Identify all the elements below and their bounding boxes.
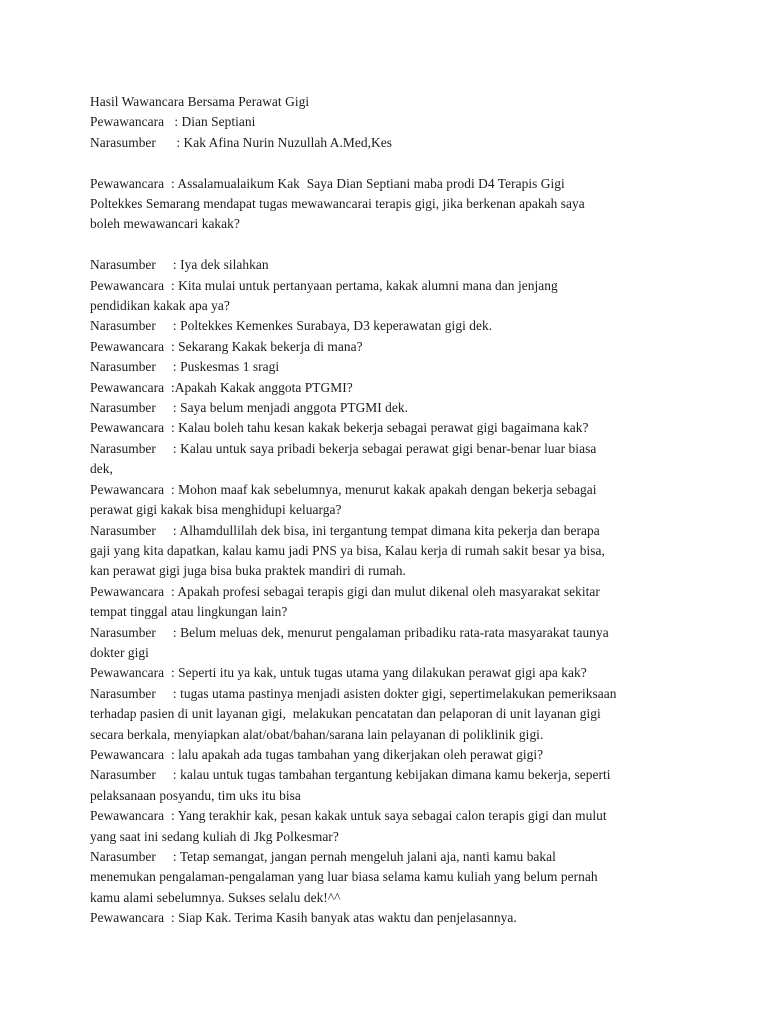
text-line: Narasumber : Kalau untuk saya pribadi bekerja sebagai perawat gigi benar-benar luar biasa [90, 440, 597, 456]
text-line: perawat gigi kakak bisa menghidupi keluarga? [90, 502, 342, 518]
text-line: Pewawancara : Apakah profesi sebagai terapis gigi dan mulut dikenal oleh masyarakat sekitar [90, 583, 600, 599]
text-line: Narasumber : Alhamdullilah dek bisa, ini tergantung tempat dimana kita pekerja dan berapa [90, 522, 600, 538]
text-line: tempat tinggal atau lingkungan lain? [90, 604, 288, 620]
text-line: kamu alami sebelumnya. Sukses selalu dek!^^ [90, 889, 341, 905]
text-line: menemukan pengalaman-pengalaman yang luar biasa selama kamu kuliah yang belum pernah [90, 869, 598, 885]
text-line: gaji yang kita dapatkan, kalau kamu jadi PNS ya bisa, Kalau kerja di rumah sakit besar ya bisa, [90, 542, 605, 558]
text-line: Narasumber : Saya belum menjadi anggota PTGMI dek. [90, 400, 409, 416]
text-line: dek, [90, 461, 113, 477]
text-line: Narasumber : Puskesmas 1 sragi [90, 359, 280, 375]
text-line: dokter gigi [90, 644, 149, 660]
text-line: pendidikan kakak apa ya? [90, 298, 230, 314]
text-line: Pewawancara : Yang terakhir kak, pesan kakak untuk saya sebagai calon terapis gigi dan mulut [90, 808, 607, 824]
text-line: kan perawat gigi juga bisa buka praktek mandiri di rumah. [90, 563, 406, 579]
text-line: terhadap pasien di unit layanan gigi, melakukan pencatatan dan pelaporan di unit layanan gigi [90, 706, 601, 722]
text-line: Narasumber : Iya dek silahkan [90, 257, 269, 273]
interviewer-line: Pewawancara : Dian Septiani [90, 114, 256, 130]
text-line: Pewawancara : Seperti itu ya kak, untuk tugas utama yang dilakukan perawat gigi apa kak? [90, 665, 587, 681]
spacer [90, 235, 680, 255]
text-line: Narasumber : tugas utama pastinya menjadi asisten dokter gigi, sepertimelakukan pemeriksaan [90, 685, 617, 701]
text-line: Narasumber : Belum meluas dek, menurut pengalaman pribadiku rata-rata masyarakat taunya [90, 624, 609, 640]
text-line: yang saat ini sedang kuliah di Jkg Polkesmar? [90, 828, 339, 844]
spacer [90, 153, 680, 173]
text-line: pelaksanaan posyandu, tim uks itu bisa [90, 787, 301, 803]
intro-paragraph [90, 174, 680, 235]
text-line: Pewawancara : Assalamualaikum Kak Saya Dian Septiani maba prodi D4 Terapis Gigi [90, 175, 565, 191]
interview-body [90, 255, 680, 928]
text-line: Pewawancara : Kita mulai untuk pertanyaan pertama, kakak alumni mana dan jenjang [90, 277, 558, 293]
text-line: Pewawancara : Mohon maaf kak sebelumnya, menurut kakak apakah dengan bekerja sebagai [90, 481, 597, 497]
text-line: secara berkala, menyiapkan alat/obat/bahan/sarana lain pelayanan di poliklinik gigi. [90, 726, 544, 742]
document-page [90, 92, 680, 929]
text-line: Poltekkes Semarang mendapat tugas mewawancarai terapis gigi, jika berkenan apakah saya [90, 196, 585, 212]
document-title: Hasil Wawancara Bersama Perawat Gigi [90, 94, 310, 109]
interviewee-line: Narasumber : Kak Afina Nurin Nuzullah A.Med,Kes [90, 134, 392, 150]
text-line: Narasumber : kalau untuk tugas tambahan tergantung kebijakan dimana kamu bekerja, seperti [90, 767, 611, 783]
text-line: boleh mewawancari kakak? [90, 216, 240, 232]
text-line: Narasumber : Poltekkes Kemenkes Surabaya, D3 keperawatan gigi dek. [90, 318, 493, 334]
text-line: Pewawancara : Sekarang Kakak bekerja di mana? [90, 338, 363, 354]
text-line: Pewawancara : lalu apakah ada tugas tambahan yang dikerjakan oleh perawat gigi? [90, 746, 544, 762]
text-line: Narasumber : Tetap semangat, jangan pernah mengeluh jalani aja, nanti kamu bakal [90, 849, 556, 864]
text-line: Pewawancara :Apakah Kakak anggota PTGMI? [90, 379, 353, 395]
text-line: Pewawancara : Siap Kak. Terima Kasih banyak atas waktu dan penjelasannya. [90, 910, 517, 926]
text-line: Pewawancara : Kalau boleh tahu kesan kakak bekerja sebagai perawat gigi bagaimana kak? [90, 420, 589, 436]
